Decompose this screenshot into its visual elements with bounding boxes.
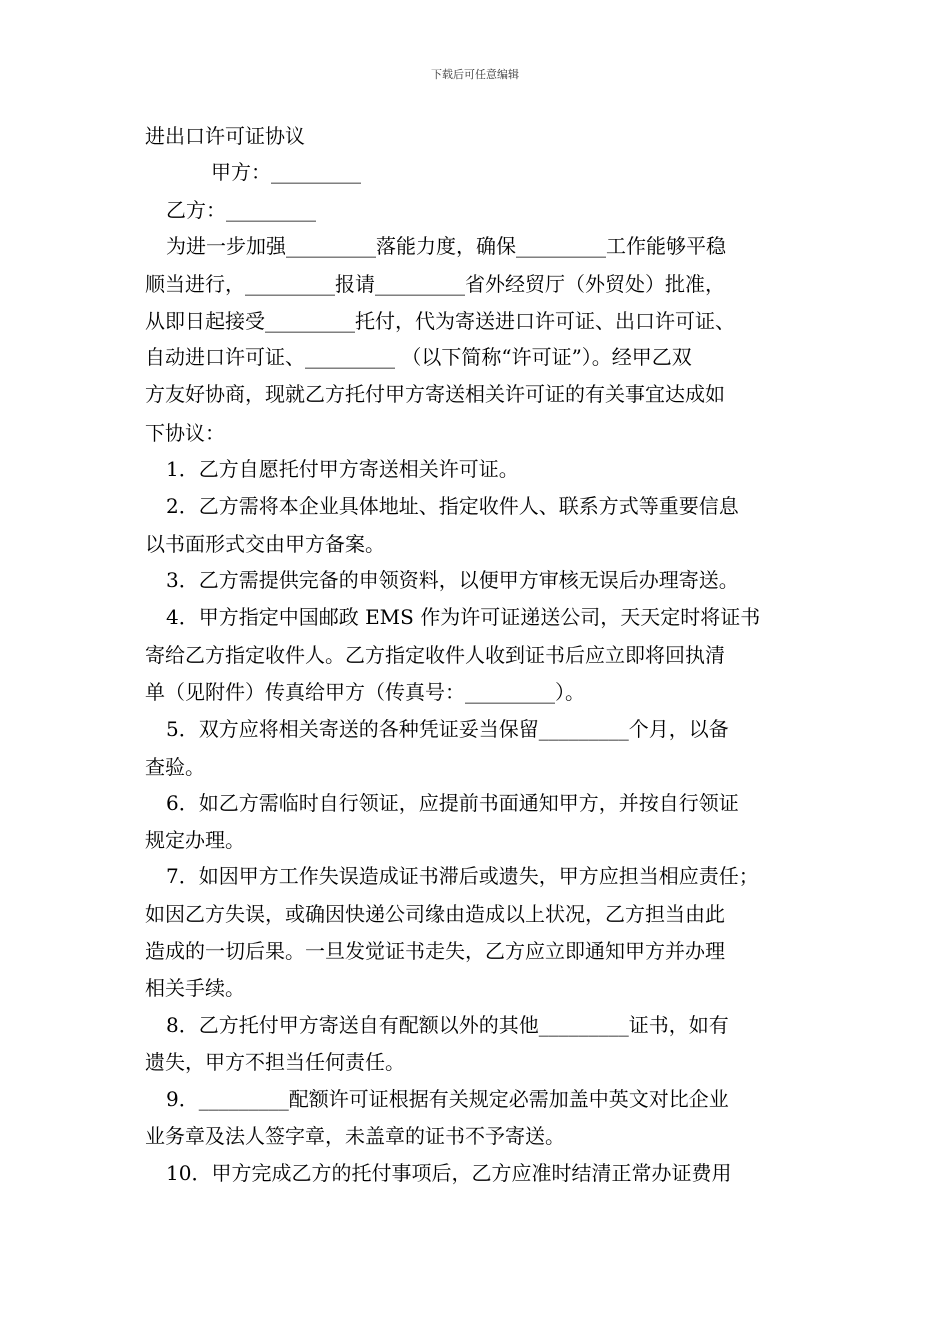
text-line: 如因乙方失误，或确因快递公司缘由造成以上状况，乙方担当由此 [145, 902, 725, 926]
text-line: 为进一步加强_________落能力度，确保_________工作能够平稳 [166, 234, 726, 258]
text-line: 顺当进行，_________报请_________省外经贸厅（外贸处）批准， [145, 272, 725, 296]
text-line: 从即日起接受_________托付，代为寄送进口许可证、出口许可证、 [145, 309, 735, 333]
text-line: 自动进口许可证、_________ （以下简称“许可证”）。经甲乙双 [145, 345, 692, 369]
text-line: 业务章及法人签字章，未盖章的证书不予寄送。 [145, 1124, 565, 1148]
clause-item: 3．乙方需提供完备的申领资料，以便甲方审核无误后办理寄送。 [166, 568, 739, 592]
text-line: 相关手续。 [145, 976, 245, 1000]
text-line: 方友好协商，现就乙方托付甲方寄送相关许可证的有关事宜达成如 [145, 382, 725, 406]
document-title: 进出口许可证协议 [145, 124, 305, 148]
clause-item: 1．乙方自愿托付甲方寄送相关许可证。 [166, 457, 519, 481]
text-line: 规定办理。 [145, 828, 245, 852]
clause-item: 5．双方应将相关寄送的各种凭证妥当保留_________个月，以备 [166, 717, 729, 741]
page-header: 下载后可任意编辑 [431, 68, 519, 81]
clause-item: 6．如乙方需临时自行领证，应提前书面通知甲方，并按自行领证 [166, 791, 739, 815]
clause-item: 7．如因甲方工作失误造成证书滞后或遗失，甲方应担当相应责任； [166, 864, 759, 888]
text-line: 单（见附件）传真给甲方（传真号：_________）。 [145, 680, 585, 704]
party-b-line: 乙方：_________ [166, 198, 316, 222]
clause-item: 4．甲方指定中国邮政 EMS 作为许可证递送公司，天天定时将证书 [166, 605, 761, 629]
clause-item: 9．_________配额许可证根据有关规定必需加盖中英文对比企业 [166, 1087, 729, 1111]
text-line: 查验。 [145, 755, 205, 779]
text-line: 遗失，甲方不担当任何责任。 [145, 1050, 405, 1074]
clause-item: 8．乙方托付甲方寄送自有配额以外的其他_________证书，如有 [166, 1013, 729, 1037]
party-a-line: 甲方：_________ [211, 160, 361, 184]
text-line: 下协议： [145, 421, 225, 445]
text-line: 以书面形式交由甲方备案。 [145, 532, 385, 556]
clause-item: 2．乙方需将本企业具体地址、指定收件人、联系方式等重要信息 [166, 494, 739, 518]
text-line: 造成的一切后果。一旦发觉证书走失，乙方应立即通知甲方并办理 [145, 939, 725, 963]
text-line: 寄给乙方指定收件人。乙方指定收件人收到证书后应立即将回执清 [145, 643, 725, 667]
clause-item: 10．甲方完成乙方的托付事项后，乙方应准时结清正常办证费用 [166, 1161, 732, 1185]
